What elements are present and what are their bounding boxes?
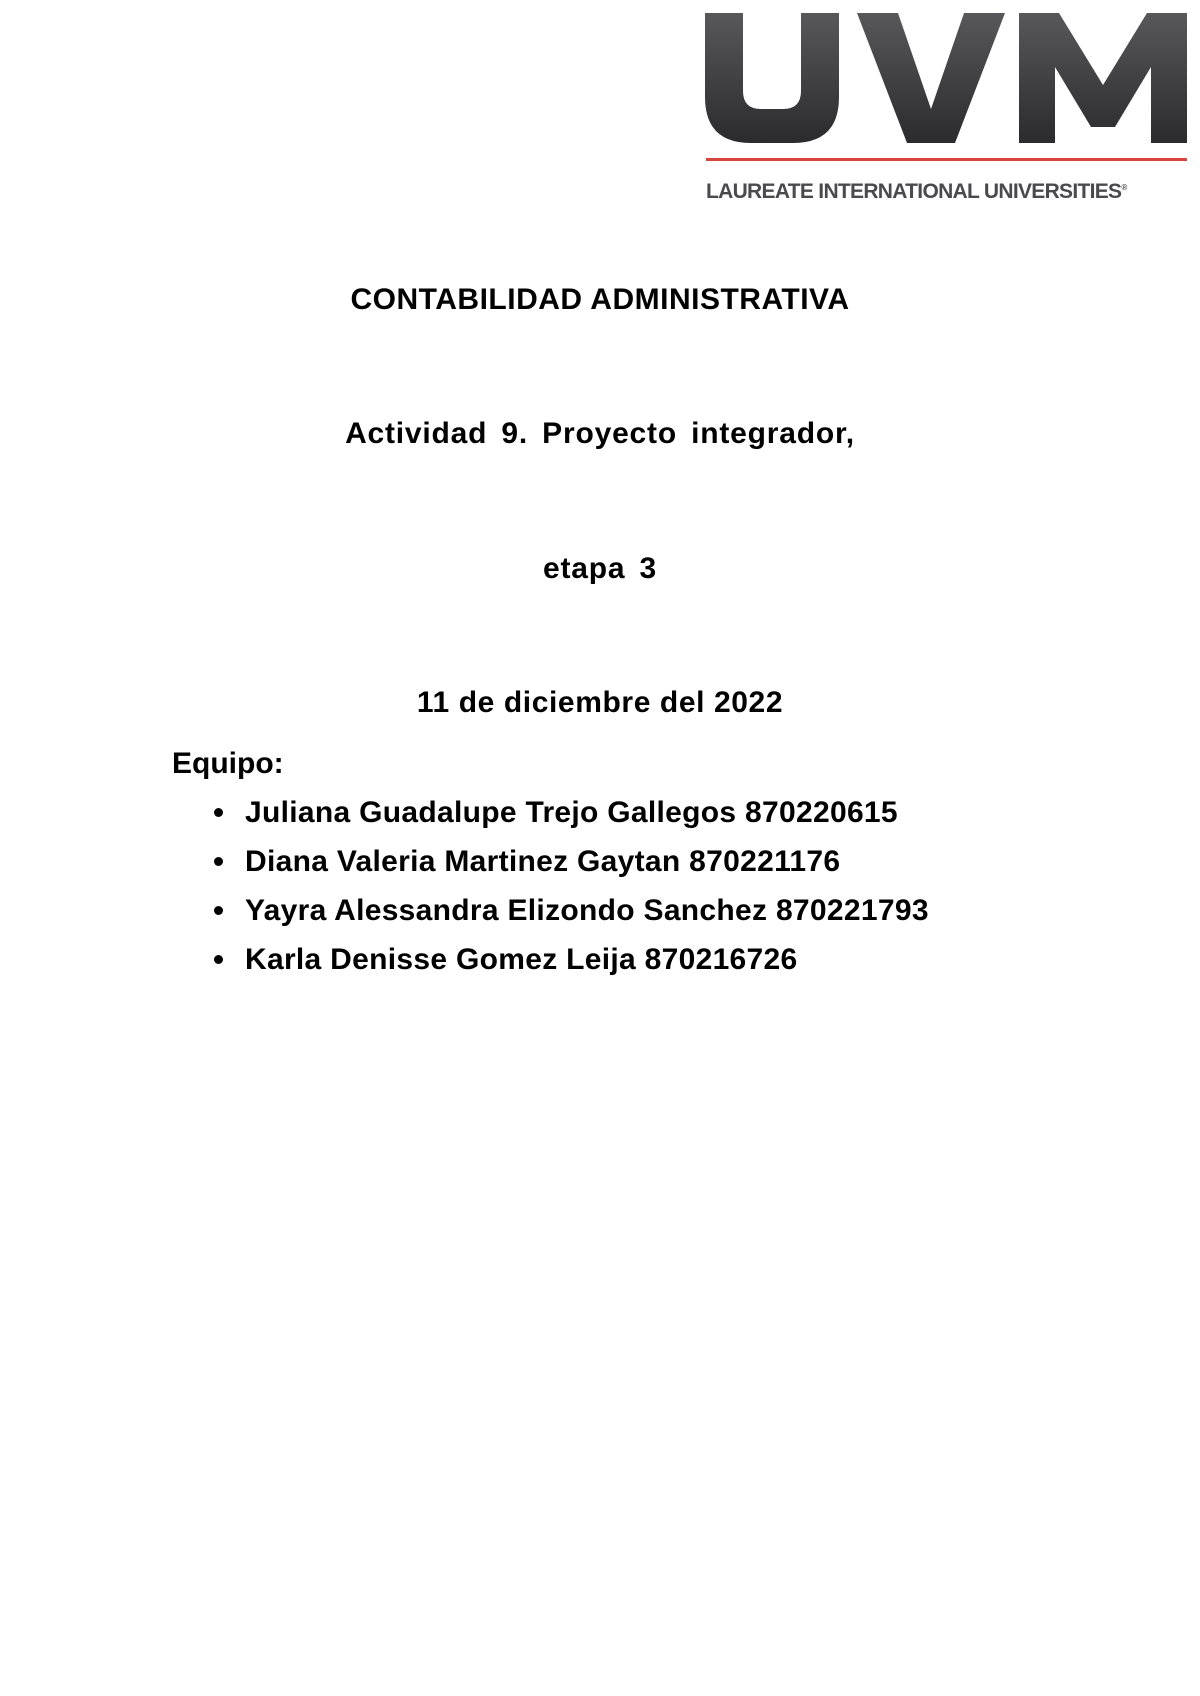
activity-title: Actividad 9. Proyecto integrador, (345, 417, 855, 450)
course-title: CONTABILIDAD ADMINISTRATIVA (350, 283, 850, 316)
team-member-item (210, 844, 929, 893)
activity-stage: etapa 3 (543, 552, 657, 585)
team-member-item (210, 893, 929, 942)
bullet-icon (214, 906, 223, 915)
submission-date: 11 de diciembre del 2022 (416, 686, 784, 719)
team-member-item (210, 942, 929, 991)
uvm-wordmark (705, 13, 1187, 143)
team-member-text: Karla Denisse Gomez Leija 870216726 (245, 943, 798, 976)
team-label: Equipo: (172, 747, 284, 780)
registered-mark: ® (1121, 183, 1127, 192)
team-member-text: Juliana Guadalupe Trejo Gallegos 870220615 (245, 796, 898, 829)
uvm-logo (705, 8, 1190, 208)
logo-divider (706, 158, 1187, 161)
logo-tagline-text: LAUREATE INTERNATIONAL UNIVERSITIES (706, 180, 1122, 203)
team-member-text: Diana Valeria Martinez Gaytan 870221176 (245, 845, 841, 878)
bullet-icon (214, 857, 223, 866)
bullet-icon (214, 808, 223, 817)
team-member-text: Yayra Alessandra Elizondo Sanchez 870221793 (245, 894, 929, 927)
team-member-list (210, 795, 929, 991)
logo-tagline (706, 180, 1190, 204)
bullet-icon (214, 955, 223, 964)
team-member-item (210, 795, 929, 844)
